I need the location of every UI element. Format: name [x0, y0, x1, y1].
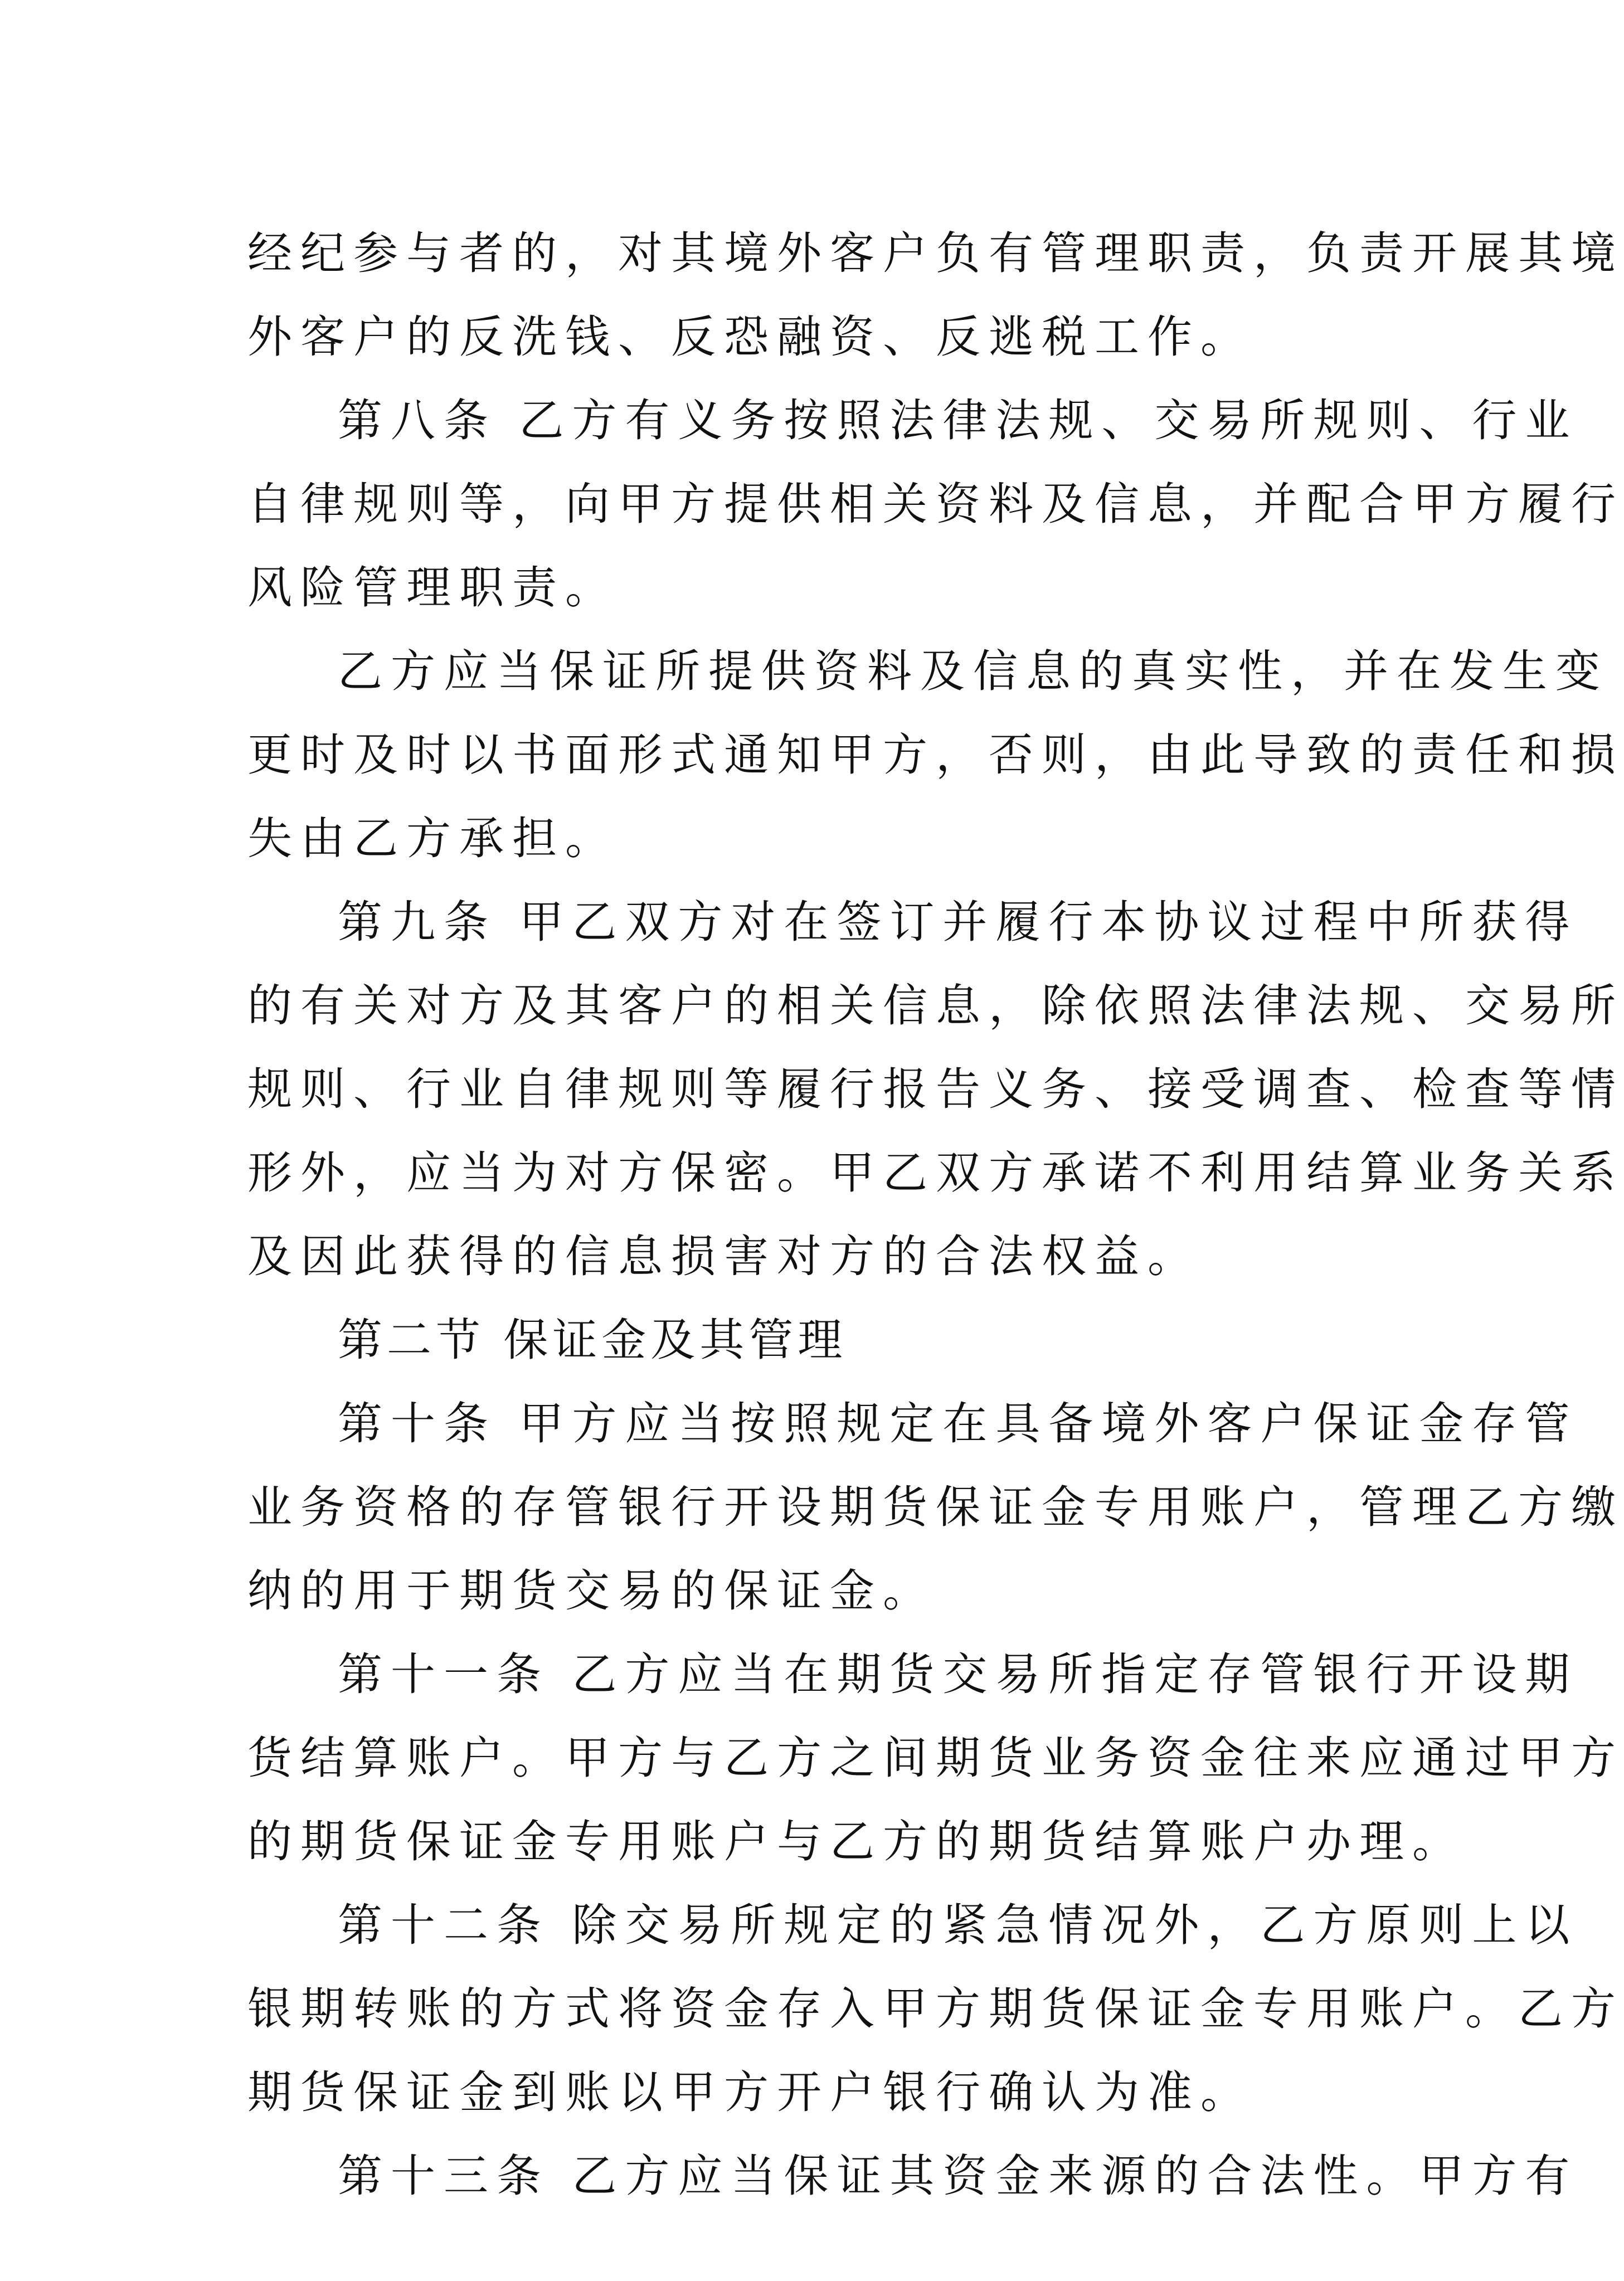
- article-9-line: 第九条 甲乙双方对在签订并履行本协议过程中所获得: [338, 896, 1578, 948]
- text-line: 失由乙方承担。: [247, 813, 618, 864]
- document-body: [247, 212, 1624, 2218]
- text-line: 货结算账户。甲方与乙方之间期货业务资金往来应通过甲方: [247, 1732, 1624, 1784]
- text-line: 更时及时以书面形式通知甲方，否则，由此导致的责任和损: [247, 729, 1624, 781]
- article-10-line: 第十条 甲方应当按照规定在具备境外客户保证金存管: [338, 1398, 1578, 1450]
- text-line: 银期转账的方式将资金存入甲方期货保证金专用账户。乙方: [247, 1983, 1624, 2035]
- article-11-line: 第十一条 乙方应当在期货交易所指定存管银行开设期: [338, 1648, 1578, 1700]
- section-heading: 第二节 保证金及其管理: [338, 1314, 847, 1366]
- text-line: 规则、行业自律规则等履行报告义务、接受调查、检查等情: [247, 1063, 1624, 1115]
- article-13-line: 第十三条 乙方应当保证其资金来源的合法性。甲方有: [338, 2150, 1578, 2202]
- text-line: 自律规则等，向甲方提供相关资料及信息，并配合甲方履行: [247, 478, 1624, 530]
- text-line: 纳的用于期货交易的保证金。: [247, 1565, 936, 1617]
- text-line: 及因此获得的信息损害对方的合法权益。: [247, 1231, 1200, 1282]
- text-line: 外客户的反洗钱、反恐融资、反逃税工作。: [247, 311, 1253, 363]
- text-line: 经纪参与者的，对其境外客户负有管理职责，负责开展其境: [247, 227, 1624, 279]
- paragraph-start-line: 乙方应当保证所提供资料及信息的真实性，并在发生变: [338, 645, 1608, 697]
- text-line: 的期货保证金专用账户与乙方的期货结算账户办理。: [247, 1816, 1465, 1867]
- text-line: 风险管理职责。: [247, 562, 618, 614]
- article-8-line: 第八条 乙方有义务按照法律法规、交易所规则、行业: [338, 395, 1578, 446]
- article-12-line: 第十二条 除交易所规定的紧急情况外，乙方原则上以: [338, 1899, 1578, 1951]
- text-line: 形外，应当为对方保密。甲乙双方承诺不利用结算业务关系: [247, 1147, 1624, 1199]
- text-line: 期货保证金到账以甲方开户银行确认为准。: [247, 2066, 1253, 2118]
- text-line: 的有关对方及其客户的相关信息，除依照法律法规、交易所: [247, 980, 1624, 1032]
- text-line: 业务资格的存管银行开设期货保证金专用账户，管理乙方缴: [247, 1481, 1624, 1533]
